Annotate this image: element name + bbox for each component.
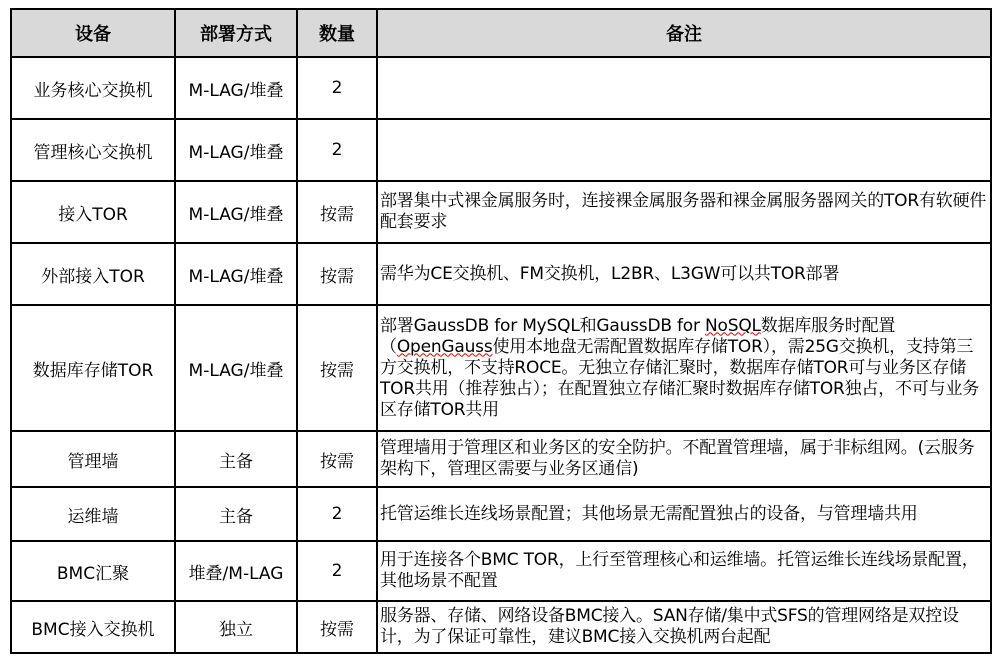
header-device: 设备 xyxy=(11,9,175,57)
qty-cell: 2 xyxy=(297,119,377,181)
table-row xyxy=(11,181,991,243)
note-cell: 用于连接各个BMC TOR，上行至管理核心和运维墙。托管运维长连线场景配置，其他场景不配置 xyxy=(377,541,991,601)
note-cell: 管理墙用于管理区和业务区的安全防护。不配置管理墙，属于非标组网。(云服务架构下，管理区需要与业务区通信) xyxy=(377,431,991,487)
qty-cell: 2 xyxy=(297,57,377,119)
header-mode: 部署方式 xyxy=(175,9,297,57)
header-note: 备注 xyxy=(377,9,991,57)
table-row xyxy=(11,487,991,541)
deployment-table xyxy=(10,8,992,654)
device-cell: 数据库存储TOR xyxy=(11,305,175,431)
device-cell: 管理墙 xyxy=(11,431,175,487)
note-text: 数据库服务时配置（ xyxy=(380,315,896,357)
table-row xyxy=(11,119,991,181)
note-cell: 服务器、存储、网络设备BMC接入。SAN存储/集中式SFS的管理网络是双控设计，为了保证可靠性，建议BMC接入交换机两台起配 xyxy=(377,601,991,653)
note-cell xyxy=(377,57,991,119)
device-cell: 管理核心交换机 xyxy=(11,119,175,181)
qty-cell: 按需 xyxy=(297,243,377,305)
mode-cell: M-LAG/堆叠 xyxy=(175,119,297,181)
mode-cell: M-LAG/堆叠 xyxy=(175,181,297,243)
note-text: 部署GaussDB for MySQL和GaussDB for xyxy=(380,315,706,336)
qty-cell: 按需 xyxy=(297,431,377,487)
device-cell: 接入TOR xyxy=(11,181,175,243)
device-cell: 运维墙 xyxy=(11,487,175,541)
device-cell: BMC接入交换机 xyxy=(11,601,175,653)
mode-cell: 主备 xyxy=(175,431,297,487)
table-row xyxy=(11,431,991,487)
device-cell: 外部接入TOR xyxy=(11,243,175,305)
mode-cell: 独立 xyxy=(175,601,297,653)
mode-cell: 堆叠/M-LAG xyxy=(175,541,297,601)
header-qty: 数量 xyxy=(297,9,377,57)
table-row xyxy=(11,305,991,431)
mode-cell: M-LAG/堆叠 xyxy=(175,305,297,431)
table-row xyxy=(11,57,991,119)
note-cell: 托管运维长连线场景配置；其他场景无需配置独占的设备，与管理墙共用 xyxy=(377,487,991,541)
device-cell: 业务核心交换机 xyxy=(11,57,175,119)
mode-cell: M-LAG/堆叠 xyxy=(175,243,297,305)
table-row xyxy=(11,243,991,305)
qty-cell: 按需 xyxy=(297,601,377,653)
note-cell: 部署集中式裸金属服务时，连接裸金属服务器和裸金属服务器网关的TOR有软硬件配套要求 xyxy=(377,181,991,243)
device-cell: BMC汇聚 xyxy=(11,541,175,601)
spellcheck-underlined-text: OpenGauss xyxy=(396,336,493,357)
header-row xyxy=(11,9,991,57)
qty-cell: 2 xyxy=(297,487,377,541)
qty-cell: 2 xyxy=(297,541,377,601)
table-row xyxy=(11,541,991,601)
note-cell xyxy=(377,305,991,431)
spellcheck-underlined-text: NoSQL xyxy=(705,315,761,336)
note-cell: 需华为CE交换机、FM交换机，L2BR、L3GW可以共TOR部署 xyxy=(377,243,991,305)
qty-cell: 按需 xyxy=(297,305,377,431)
note-cell xyxy=(377,119,991,181)
mode-cell: M-LAG/堆叠 xyxy=(175,57,297,119)
qty-cell: 按需 xyxy=(297,181,377,243)
note-text: 使用本地盘无需配置数据库存储TOR），需25G交换机，支持第三方交换机，不支持ROCE。无独立存储汇聚时，数据库存储TOR可与业务区存储TOR共用（推荐独占）；在配置独立存储汇聚时数据库存储TOR独占，不可与业务区存储TOR共用 xyxy=(380,336,980,420)
table-row xyxy=(11,601,991,653)
mode-cell: 主备 xyxy=(175,487,297,541)
